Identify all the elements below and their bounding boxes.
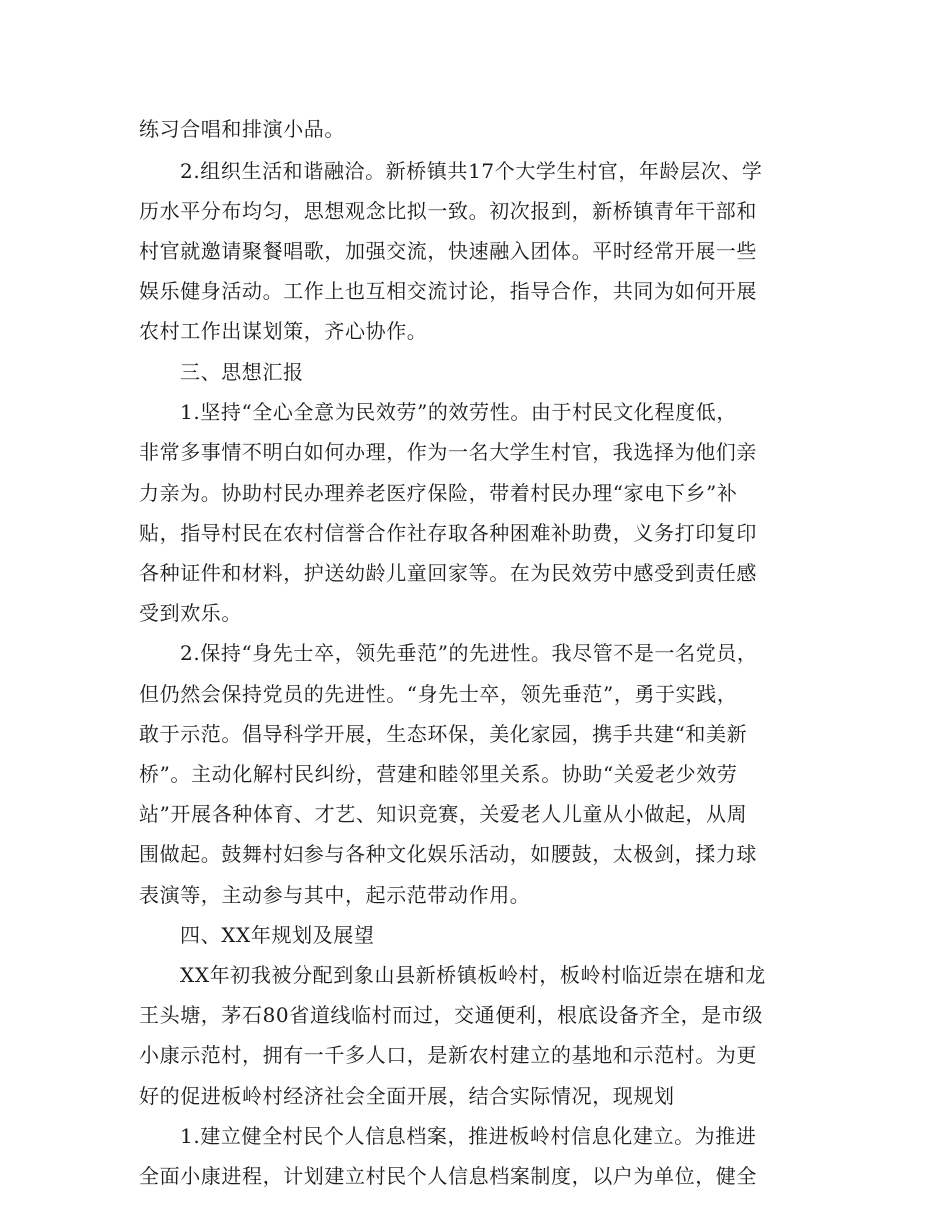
text-line: 历水平分布均匀，思想观念比拟一致。初次报到，新桥镇青年干部和 [139, 199, 757, 223]
text-line: 练习合唱和排演小品。 [139, 117, 345, 141]
text-line: 力亲为。协助村民办理养老医疗保险，带着村民办理“家电下乡”补 [139, 481, 738, 505]
section-heading: 三、思想汇报 [180, 360, 304, 384]
text-line: 各种证件和材料，护送幼龄儿童回家等。在为民效劳中感受到责任感 [139, 561, 757, 585]
text-line: 但仍然会保持党员的先进性。“身先士卒，领先垂范”，勇于实践， [139, 682, 738, 706]
text-line: 围做起。鼓舞村妇参与各种文化娱乐活动，如腰鼓，太极剑，揉力球 [139, 842, 757, 866]
paragraph-start-line: 1.建立健全村民个人信息档案，推进板岭村信息化建立。为推进 [180, 1124, 757, 1148]
text-line: 敢于示范。倡导科学开展，生态环保，美化家园，携手共建“和美新 [139, 722, 748, 746]
paragraph-start-line: XX年初我被分配到象山县新桥镇板岭村，板岭村临近崇在塘和龙 [180, 963, 766, 987]
text-line: 非常多事情不明白如何办理，作为一名大学生村官，我选择为他们亲 [139, 440, 757, 464]
text-line: 王头塘，茅石80省道线临村而过，交通便利，根底设备齐全，是市级 [139, 1003, 764, 1027]
text-line: 全面小康进程，计划建立村民个人信息档案制度，以户为单位，健全 [139, 1164, 757, 1188]
text-line: 贴，指导村民在农村信誉合作社存取各种困难补助费，义务打印复印 [139, 521, 757, 545]
text-line: 小康示范村，拥有一千多人口，是新农村建立的基地和示范村。为更 [139, 1043, 757, 1067]
text-line: 站”开展各种体育、才艺、知识竞赛，关爱老人儿童从小做起，从周 [139, 802, 748, 826]
paragraph-start-line: 2.保持“身先士卒，领先垂范”的先进性。我尽管不是一名党员， [180, 641, 758, 665]
text-line: 表演等，主动参与其中，起示范带动作用。 [139, 883, 531, 907]
section-heading: 四、XX年规划及展望 [180, 923, 375, 947]
text-line: 桥”。主动化解村民纠纷，营建和睦邻里关系。协助“关爱老少效劳 [139, 762, 738, 786]
text-line: 受到欢乐。 [139, 601, 242, 625]
text-line: 农村工作出谋划策，齐心协作。 [139, 319, 428, 343]
paragraph-start-line: 2.组织生活和谐融洽。新桥镇共17个大学生村官，年龄层次、学 [180, 159, 763, 183]
paragraph-start-line: 1.坚持“全心全意为民效劳”的效劳性。由于村民文化程度低， [180, 400, 737, 424]
text-line: 娱乐健身活动。工作上也互相交流讨论，指导合作，共同为如何开展 [139, 279, 757, 303]
text-line: 好的促进板岭村经济社会全面开展，结合实际情况，现规划 [139, 1084, 675, 1108]
text-line: 村官就邀请聚餐唱歌，加强交流，快速融入团体。平时经常开展一些 [139, 239, 757, 263]
